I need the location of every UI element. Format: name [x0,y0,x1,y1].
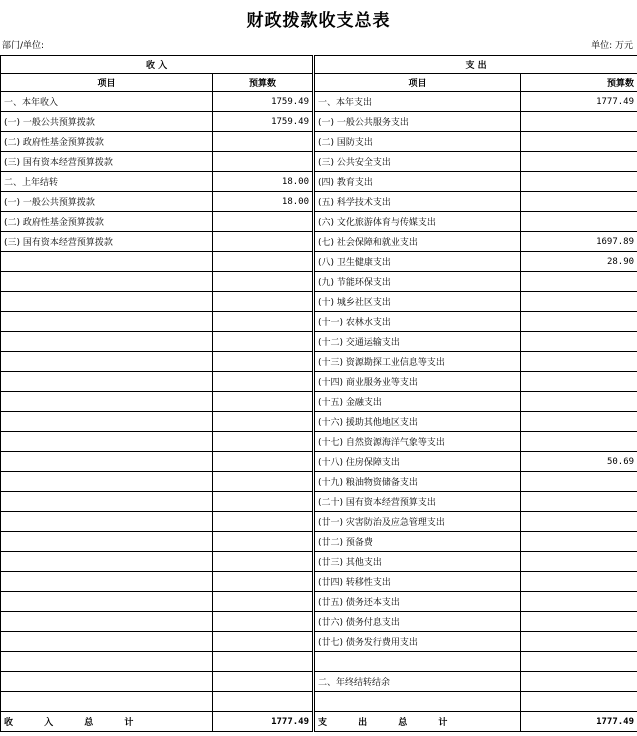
expense-budget-cell [521,112,637,132]
table-row [1,112,637,132]
expense-budget-cell: 28.90 [521,252,637,272]
income-budget-cell [213,632,313,652]
expense-budget-cell [521,332,637,352]
table-row [1,592,637,612]
expense-budget-cell [521,572,637,592]
table-row [1,572,637,592]
expense-item-cell: (一) 一般公共服务支出 [315,112,521,132]
table-row [1,672,637,692]
table-row [1,132,637,152]
expense-item-cell: (十八) 住房保障支出 [315,452,521,472]
income-budget-cell [213,392,313,412]
income-item-cell [1,252,213,272]
income-item-cell [1,292,213,312]
unit-label: 单位: 万元 [591,41,633,51]
income-budget-cell [213,252,313,272]
income-budget-cell [213,212,313,232]
expense-budget-cell [521,612,637,632]
expense-item-cell: (廿七) 债务发行费用支出 [315,632,521,652]
table-row [1,372,637,392]
income-budget-cell [213,552,313,572]
income-budget-cell [213,132,313,152]
income-budget-cell [213,332,313,352]
income-item-cell: (二) 政府性基金预算拨款 [1,132,213,152]
income-item-cell [1,552,213,572]
table-row [1,232,637,252]
table-row [1,92,637,112]
expense-budget-cell [521,472,637,492]
table-row [1,532,637,552]
income-item-cell: (一) 一般公共预算拨款 [1,192,213,212]
expense-item-cell: (六) 文化旅游体育与传媒支出 [315,212,521,232]
expense-budget-cell: 1777.49 [521,92,637,112]
budget-summary-table [0,55,637,732]
income-item-cell [1,592,213,612]
income-item-cell [1,632,213,652]
expense-budget-cell [521,272,637,292]
expense-budget-cell [521,392,637,412]
table-row [1,472,637,492]
income-budget-cell: 1759.49 [213,92,313,112]
income-item-cell [1,412,213,432]
income-item-cell [1,432,213,452]
income-item-cell [1,452,213,472]
income-budget-cell [213,292,313,312]
income-budget-header: 预算数 [213,74,313,92]
expense-budget-cell [521,652,637,672]
income-budget-cell [213,492,313,512]
expense-budget-cell [521,692,637,712]
expense-item-cell: (十二) 交通运输支出 [315,332,521,352]
expense-item-cell [315,692,521,712]
income-item-cell [1,492,213,512]
income-item-cell: 一、本年收入 [1,92,213,112]
expense-budget-cell [521,412,637,432]
expense-item-cell: (七) 社会保障和就业支出 [315,232,521,252]
expense-budget-cell [521,172,637,192]
expense-item-cell: (廿五) 债务还本支出 [315,592,521,612]
income-item-cell [1,472,213,492]
expense-item-cell: (廿六) 债务付息支出 [315,612,521,632]
expense-budget-cell [521,192,637,212]
expense-item-cell: 一、本年支出 [315,92,521,112]
expense-item-cell: (廿二) 预备费 [315,532,521,552]
income-total-label: 收 入 总 计 [1,712,213,732]
expense-item-cell: (十六) 援助其他地区支出 [315,412,521,432]
income-budget-cell [213,592,313,612]
income-budget-cell [213,452,313,472]
income-item-cell: (三) 国有资本经营预算拨款 [1,152,213,172]
expense-budget-cell [521,152,637,172]
expense-item-cell: (九) 节能环保支出 [315,272,521,292]
section-header-row [1,56,637,74]
table-row [1,552,637,572]
table-row [1,212,637,232]
income-budget-cell: 1759.49 [213,112,313,132]
expense-budget-cell [521,292,637,312]
expense-item-cell: 二、年终结转结余 [315,672,521,692]
table-row [1,512,637,532]
table-row [1,692,637,712]
table-row [1,332,637,352]
department-label: 部门/单位: [2,41,45,51]
income-item-cell [1,352,213,372]
expense-item-cell: (十七) 自然资源海洋气象等支出 [315,432,521,452]
expense-total-label: 支 出 总 计 [315,712,521,732]
expense-item-cell: (十一) 农林水支出 [315,312,521,332]
income-item-cell [1,392,213,412]
expense-budget-header: 预算数 [521,74,637,92]
expense-item-header: 项目 [315,74,521,92]
income-budget-cell [213,412,313,432]
expense-budget-cell [521,132,637,152]
income-item-cell [1,272,213,292]
expense-item-cell: (廿四) 转移性支出 [315,572,521,592]
income-budget-cell [213,652,313,672]
table-row [1,252,637,272]
income-budget-cell [213,512,313,532]
expense-item-cell: (二十) 国有资本经营预算支出 [315,492,521,512]
income-item-cell: 二、上年结转 [1,172,213,192]
income-budget-cell [213,432,313,452]
income-item-cell [1,612,213,632]
table-row [1,192,637,212]
expense-budget-cell [521,532,637,552]
income-item-cell [1,512,213,532]
table-row [1,152,637,172]
income-budget-cell [213,692,313,712]
expense-section-header: 支 出 [315,56,637,74]
expense-budget-cell [521,592,637,612]
income-item-cell: (二) 政府性基金预算拨款 [1,212,213,232]
table-row [1,412,637,432]
expense-item-cell: (十四) 商业服务业等支出 [315,372,521,392]
expense-budget-cell [521,432,637,452]
income-item-header: 项目 [1,74,213,92]
expense-item-cell: (五) 科学技术支出 [315,192,521,212]
expense-item-cell: (八) 卫生健康支出 [315,252,521,272]
expense-budget-cell [521,352,637,372]
income-budget-cell [213,312,313,332]
income-budget-cell [213,372,313,392]
income-budget-cell: 18.00 [213,172,313,192]
expense-item-cell: (廿一) 灾害防治及应急管理支出 [315,512,521,532]
income-budget-cell [213,612,313,632]
expense-item-cell: (二) 国防支出 [315,132,521,152]
income-total-value: 1777.49 [213,712,313,732]
income-item-cell: (一) 一般公共预算拨款 [1,112,213,132]
expense-budget-cell: 1697.89 [521,232,637,252]
totals-row [1,712,637,732]
income-budget-cell [213,272,313,292]
income-budget-cell [213,152,313,172]
income-item-cell: (三) 国有资本经营预算拨款 [1,232,213,252]
table-row [1,312,637,332]
expense-item-cell: (十九) 粮油物资储备支出 [315,472,521,492]
income-item-cell [1,672,213,692]
table-row [1,612,637,632]
expense-item-cell: (四) 教育支出 [315,172,521,192]
expense-budget-cell: 50.69 [521,452,637,472]
expense-total-value: 1777.49 [521,712,637,732]
table-row [1,432,637,452]
table-row [1,292,637,312]
expense-budget-cell [521,632,637,652]
table-row [1,632,637,652]
expense-budget-cell [521,212,637,232]
expense-item-cell [315,652,521,672]
income-budget-cell [213,352,313,372]
income-item-cell [1,312,213,332]
income-budget-cell [213,672,313,692]
table-row [1,392,637,412]
income-budget-cell: 18.00 [213,192,313,212]
table-row [1,172,637,192]
page-title: 财政拨款收支总表 [246,11,391,31]
expense-budget-cell [521,492,637,512]
income-item-cell [1,332,213,352]
expense-item-cell: (十三) 资源勘探工业信息等支出 [315,352,521,372]
expense-item-cell: (十五) 金融支出 [315,392,521,412]
income-item-cell [1,572,213,592]
table-row [1,452,637,472]
income-budget-cell [213,532,313,552]
income-item-cell [1,692,213,712]
column-header-row [1,74,637,92]
income-budget-cell [213,472,313,492]
income-item-cell [1,532,213,552]
expense-budget-cell [521,372,637,392]
expense-budget-cell [521,672,637,692]
expense-item-cell: (三) 公共安全支出 [315,152,521,172]
income-budget-cell [213,572,313,592]
expense-budget-cell [521,312,637,332]
table-row [1,352,637,372]
income-item-cell [1,372,213,392]
table-row [1,492,637,512]
expense-item-cell: (廿三) 其他支出 [315,552,521,572]
table-row [1,272,637,292]
expense-item-cell: (十) 城乡社区支出 [315,292,521,312]
expense-budget-cell [521,552,637,572]
income-budget-cell [213,232,313,252]
income-section-header: 收 入 [1,56,313,74]
table-row [1,652,637,672]
income-item-cell [1,652,213,672]
expense-budget-cell [521,512,637,532]
